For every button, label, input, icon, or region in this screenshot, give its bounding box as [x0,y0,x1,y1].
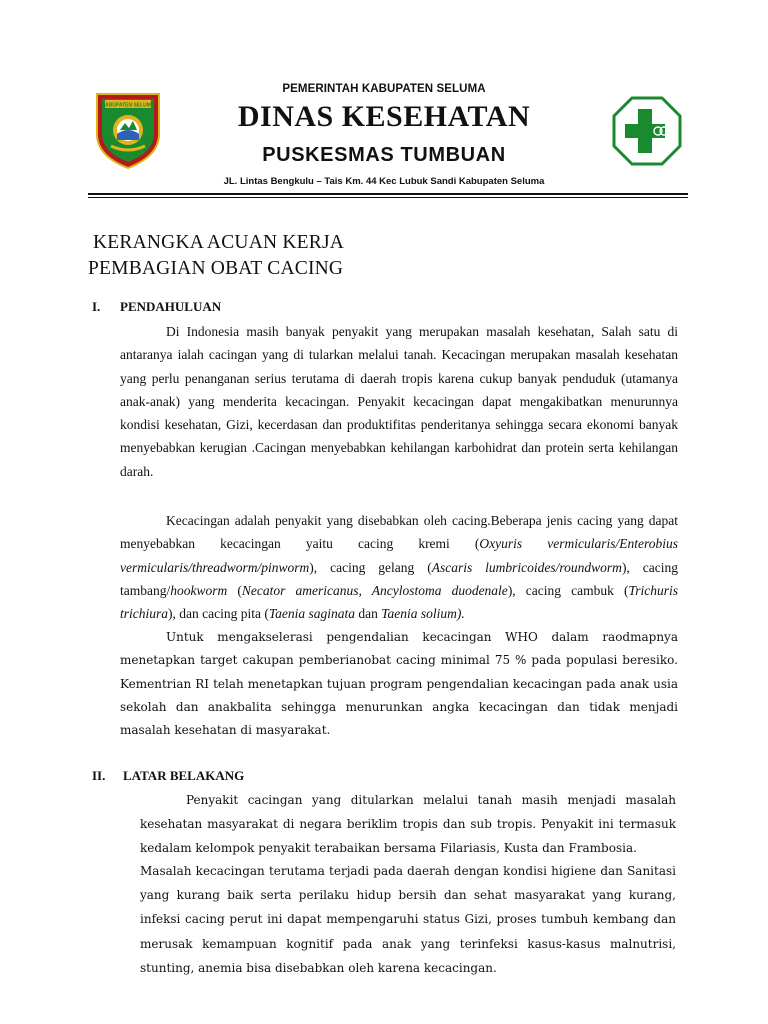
government-name: PEMERINTAH KABUPATEN SELUMA [282,83,486,95]
species-oxyuris: Oxyuris vermicularis/Enterobius vermicularis/threadworm/pinworm [120,536,678,575]
section1-number: I. [92,299,101,314]
puskesmas-cross-logo-icon [611,95,683,167]
letterhead-divider-thin [88,197,688,198]
section1-paragraph1: Di Indonesia masih banyak penyakit yang merupakan masalah kesehatan, Salah satu di antaranya ialah cacingan yang di tularkan melalui tanah. Kecacingan merupakan masalah kesehatan yang perlu penanganan serius terutama di daerah tropis karena cukup banyak penduduk (utamanya anak-anak) yang menderita kecacingan. Penyakit kecacingan dapat mengakibatkan menurunnya kondisi kesehatan, Gizi, kecerdasan dan produktifitas penderitanya sehingga secara ekonomi banyak menyebabkan kerugian .Cacingan menyebabkan kehilangan karbohidrat dan protein serta kehilangan darah. [120,324,678,479]
crest-banner-text: KABUPATEN SELUMA [101,102,155,109]
species-taenia-solium: Taenia solium). [381,606,465,622]
species-necator: Necator americanus, Ancylostoma duodenale [241,582,508,598]
letterhead-divider-thick [88,193,688,195]
species-trichuris: Trichuris trichiura [120,582,679,622]
section1-paragraph2: Kecacingan adalah penyakit yang disebabkan oleh cacing.Beberapa jenis cacing yang dapat menyebabkan kecacingan yaitu cacing kremi (Oxyuris vermicularis/Enterobius vermicularis/threadworm/pinworm), cacing gelang (Ascaris lumbricoides/roundworm), cacing tambang/hookworm (Necator americanus, Ancylostoma duodenale), cacing cambuk (Trichuris trichiura), dan cacing pita (Taenia saginata dan Taenia solium). [120,513,679,622]
document-title-line2: PEMBAGIAN OBAT CACING [88,258,344,279]
hookworm-term: hookworm [170,582,228,598]
species-taenia-saginata: Taenia saginata [268,606,355,622]
section2-paragraph2: Masalah kecacingan terutama terjadi pada daerah dengan kondisi higiene dan Sanitasi yang kurang baik serta perilaku hidup bersih dan sehat masyarakat yang kurang, infeksi cacing perut ini dapat mempengaruhi status Gizi, proses tumbuh kembang dan merusak kemampuan kognitif pada anak yang terinfeksi kasus-kasus malnutrisi, stunting, anemia bisa disebabkan oleh karena kecacingan. [140,864,676,975]
clinic-address: JL. Lintas Bengkulu – Tais Km. 44 Kec Lubuk Sandi Kabupaten Seluma [223,176,545,187]
species-ascaris: Ascaris lumbricoides/roundworm [431,559,622,575]
section2-heading: LATAR BELAKANG [123,768,245,783]
section1-paragraph3: Untuk mengakselerasi pengendalian kecacingan WHO dalam raodmapnya menetapkan target cakupan pemberianobat cacing minimal 75 % pada populasi beresiko. Kementrian RI telah menetapkan tujuan program pengendalian kecacingan pada anak usia sekolah dan anakbalita sehingga menurunkan angka kecacingan dan tidak menjadi masalah kesehatan di masyarakat. [120,630,678,738]
section2-number: II. [92,768,106,783]
document-title-line1: KERANGKA ACUAN KERJA [93,232,345,253]
agency-name: DINAS KESEHATAN [237,100,531,133]
section1-heading: PENDAHULUAN [120,299,222,314]
clinic-name: PUSKESMAS TUMBUAN [262,144,506,166]
section2-paragraph1: Penyakit cacingan yang ditularkan melalui tanah masih menjadi masalah kesehatan masyarakat di negara beriklim tropis dan sub tropis. Penyakit ini termasuk kedalam kelompok penyakit terabaikan bersama Filariasis, Kusta dan Frambosia. [140,793,676,856]
